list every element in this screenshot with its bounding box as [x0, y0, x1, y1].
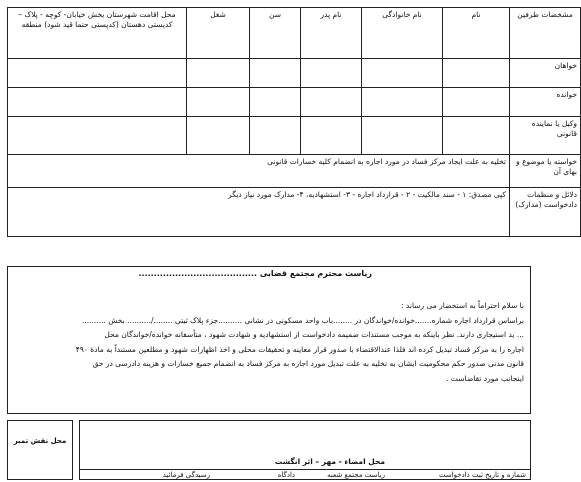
signature-box — [79, 420, 531, 480]
stamp-box: محل نقش تمبر — [7, 420, 73, 480]
col-father: نام پدر — [301, 8, 362, 59]
line5: اینجانب مورد تقاضاست . — [446, 373, 524, 383]
reg-number: شماره و تاریخ ثبت دادخواست — [438, 471, 526, 479]
evidence-label: دلائل و منظمات دادخواست (مدارک) — [510, 188, 581, 237]
row-plaintiff: خواهان — [510, 59, 581, 88]
line2: ... ید استیجاری دارند. نظر باینکه به موجب مستندات ضمیمه دادخواست از استشهادیه و شهادت شهود ، متأسفانه خوانده/خواندگان محل — [104, 330, 524, 339]
col-address — [8, 8, 187, 59]
submission-title: ریاست محترم مجتمع قضایی ....................................... — [138, 269, 372, 278]
greeting: با سلام احتراماً به استحضار می رساند : — [401, 301, 524, 310]
registration-row — [80, 469, 530, 482]
col-name: نام — [443, 8, 510, 59]
parties-table — [7, 7, 581, 237]
col-family: نام خانوادگی — [362, 8, 443, 59]
address-label: محل اقامت — [139, 10, 176, 19]
row-lawyer: وکیل یا نماینده قانونی — [510, 117, 581, 155]
reg-review: رسیدگی فرمائید — [162, 471, 210, 479]
row-defendant: خوانده — [510, 88, 581, 117]
col-job: شغل — [187, 8, 250, 59]
evidence-text: کپی مصدق: ۱ - سند مالکیت - ۲ - قرارداد اجاره - ۳- استشهادیه، ۴- مدارک مورد نیاز دیگر — [8, 188, 510, 237]
submission-body — [14, 299, 524, 386]
col-age: سن — [250, 8, 301, 59]
line3: اجاره را به مرکز فساد تبدیل کرده اند فلذا عندالاقتضاء با صدور قرار معاینه و تحقیقات محلی و اخذ اظهارات شهود و مطلعین مستنداً به مادهٔ ۴۹۰ — [75, 344, 524, 354]
line4: قانون مدنی صدور حکم محکومیت ایشان به تخلیه به علت تبدیل مورد اجاره به مرکز فساد به انضمام جمیع خسارات و هزینه دادرسی در حق — [92, 359, 524, 368]
parties-label: مشخصات طرفین — [510, 8, 581, 59]
reg-head: ریاست مجتمع شعبه — [327, 471, 385, 479]
address-detail: شهرستان بخش خیابان- کوچه - پلاک – کدپستی دهستان (کدپستی حتما قید شود) منطقه — [18, 10, 173, 30]
reg-court: دادگاه — [277, 471, 295, 479]
signature-label: محل امضاء - مهر – اثر انگشت — [274, 457, 385, 466]
submission-box — [7, 266, 531, 414]
request-label: خواسته یا موضوع و بهای آن — [510, 155, 581, 188]
line1: براساس قرارداد اجاره شماره.......خوانده/خواندگان در ........باب واحد مسکونی در نشانی ..........جزء پلاک ثبتی ......../.......... بخش .......... — [82, 315, 524, 325]
footer — [7, 420, 531, 480]
request-text: تخلیه به علت ایجاد مرکز فساد در مورد اجاره به انضمام کلیه خسارات قانونی — [8, 155, 510, 188]
